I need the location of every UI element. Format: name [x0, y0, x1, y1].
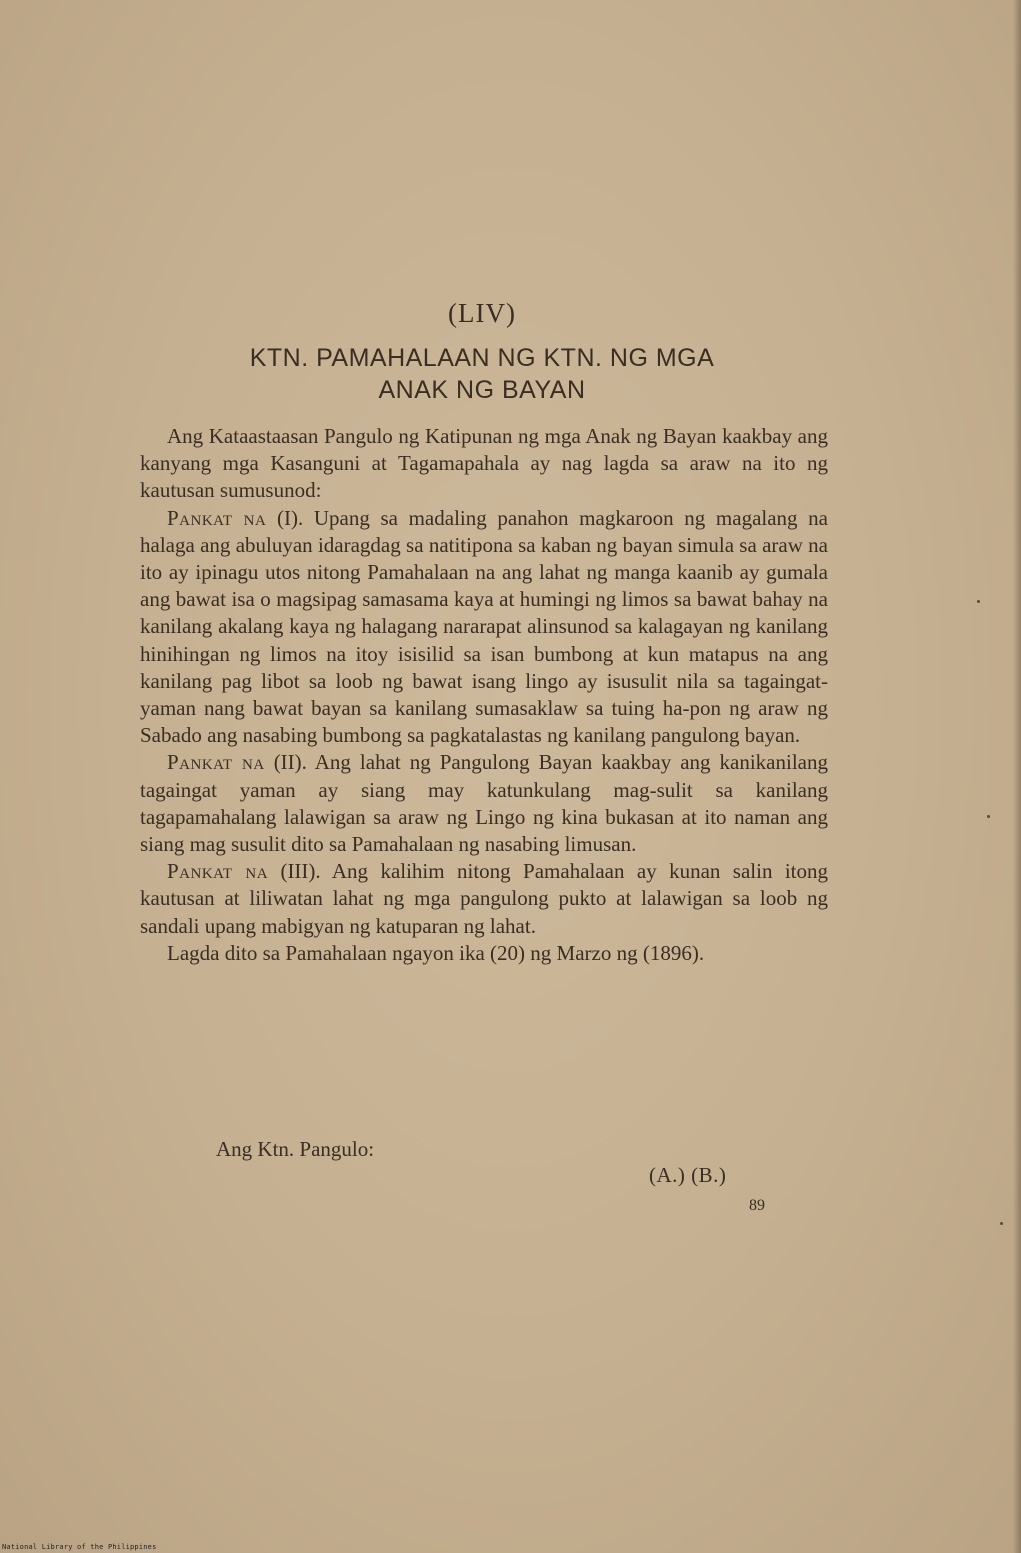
page-edge-shadow [1013, 0, 1021, 1553]
section-1-paragraph [140, 505, 828, 750]
chapter-number: (LIV) [448, 298, 516, 328]
section-1-text: Upang sa madaling panahon magkaroon ng magalang na halaga ang abuluyan idaragdag sa natitipona sa kaban ng bayan simula sa araw na ito ay ipinagu utos nitong Pamahalaan na ang lahat ng manga kaanib ay gumala ang bawat isa o magsipag samasama kaya at humingi ng limos sa bawat bahay na kanilang akalang kaya ng halagang nararapat alinsunod sa kalagayan ng kanilang hinihingan ng limos na itoy isisilid sa isan bumbong at kun matapus na ang kanilang pag libot sa loob ng bawat isang lingo ay isusulit nila sa tagaingat-yaman nang bawat bayan sa kanilang sumasaklaw sa tuing ha-pon ng araw ng Sabado ang nasabing bumbong sa pagkatalastas ng kanilang pangulong bayan. [140, 505, 829, 748]
section-3-number: (III). [268, 859, 321, 884]
signatories: (A.) (B.) [649, 1163, 727, 1187]
footer-credit: National Library of the Philippines [2, 1543, 157, 1551]
intro-paragraph: Ang Kataastaasan Pangulo ng Katipunan ng mga Anak ng Bayan kaakbay ang kanyang mga Kasanguni at Tagamapahala ay nag lagda sa araw na ito ng kautusan sumusunod: [140, 424, 828, 503]
title-line-1: KTN. PAMAHALAAN NG KTN. NG MGA [249, 344, 715, 372]
signature-label: Ang Ktn. Pangulo: [216, 1137, 375, 1161]
section-3-paragraph [140, 858, 828, 940]
section-2-number: (II). [264, 750, 307, 775]
title-line-2: ANAK NG BAYAN [378, 376, 586, 404]
section-3-label: Pankat na [167, 859, 269, 884]
paper-speck [977, 600, 980, 603]
section-2-label: Pankat na [167, 750, 265, 775]
section-3-text: Ang kalihim nitong Pamahalaan ay kunan salin itong kautusan at liliwatan lahat ng mga pangulong pukto at lalawigan sa loob ng sandali upang mabigyan ng katuparan ng lahat. [140, 859, 828, 938]
paper-speck [987, 815, 990, 818]
section-1-label: Pankat na [167, 505, 267, 530]
page-number: 89 [749, 1197, 765, 1214]
paper-speck [1000, 1222, 1003, 1225]
section-2-paragraph [140, 749, 828, 858]
section-2-text: Ang lahat ng Pangulong Bayan kaakbay ang kanikanilang tagaingat yaman ay siang may katunkulang mag-sulit sa kanilang tagapamahalang lalawigan sa araw ng Lingo ng kina bukasan at ito naman ang siang mag susulit dito sa Pamahalaan ng nasabing limusan. [140, 750, 828, 857]
section-1-number: (I). [266, 505, 304, 530]
document-body [140, 423, 828, 967]
closing-paragraph: Lagda dito sa Pamahalaan ngayon ika (20) ng Marzo ng (1896). [167, 940, 705, 965]
document-title [0, 342, 964, 406]
